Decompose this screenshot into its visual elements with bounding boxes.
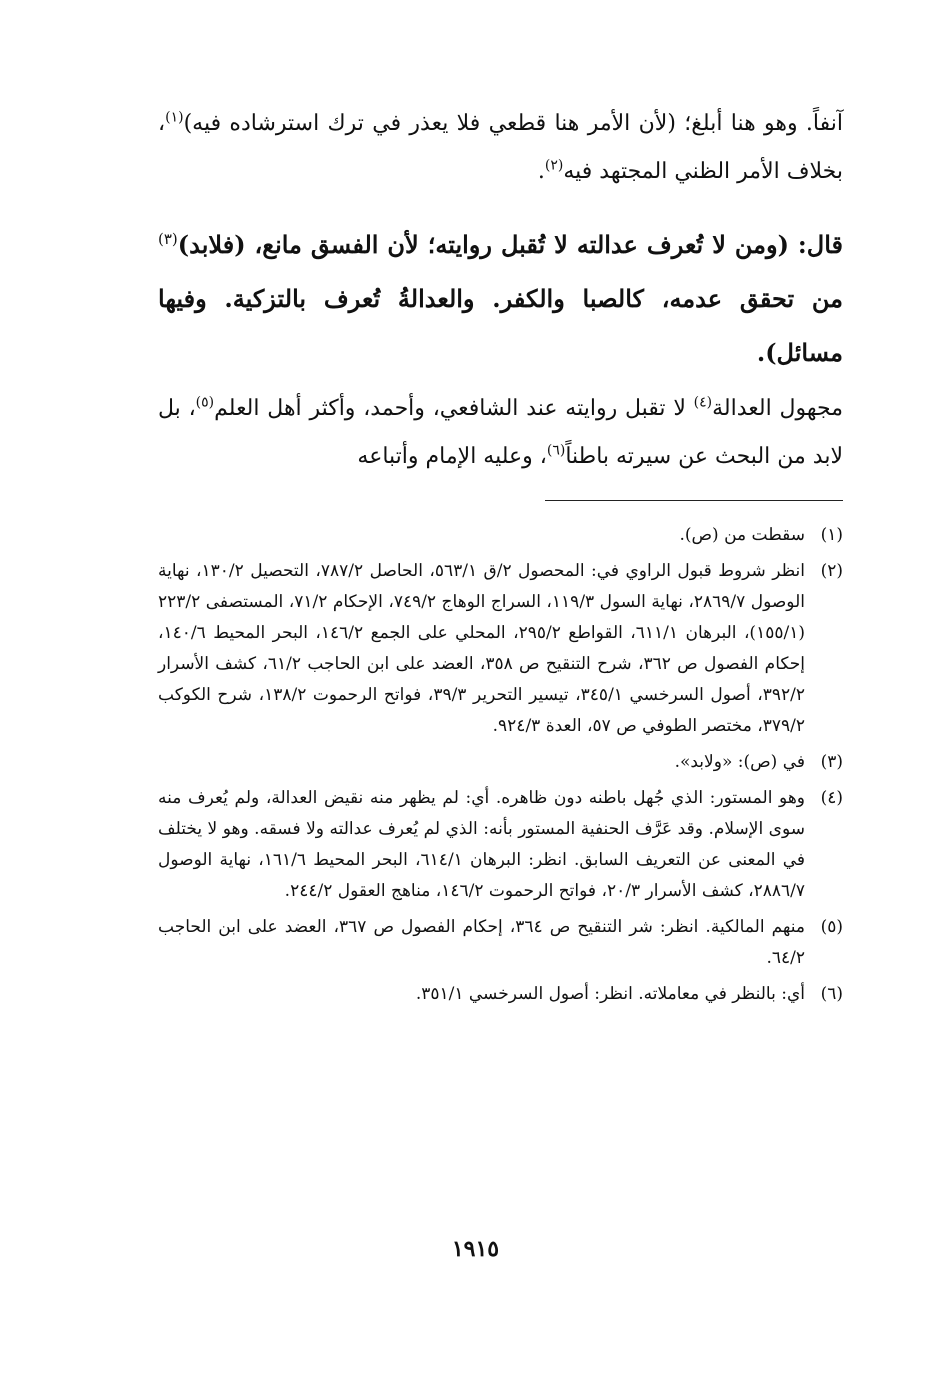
footnote-number: (٥)	[820, 917, 843, 937]
footnote-item	[158, 556, 843, 742]
paragraph-text: ، بل لابد من البحث عن سيرته باطناً	[158, 396, 843, 469]
page-number: ١٩١٥	[451, 1236, 500, 1262]
footnote-marker-3[interactable]: (٣)	[158, 230, 178, 248]
footnote-text: أي: بالنظر في معاملاته. انظر: أصول السرخسي ٣٥١/١.	[415, 984, 805, 1004]
paragraph-text: لا تقبل روايته عند الشافعي، وأحمد، وأكثر أهل العلم	[214, 396, 694, 421]
footnote-marker-6[interactable]: (٦)	[546, 442, 566, 459]
quoted-text-paragraph	[158, 218, 843, 380]
footnote-item	[158, 747, 843, 778]
footnote-separator	[545, 500, 843, 501]
footnote-number: (٦)	[820, 984, 843, 1004]
footnote-number: (٣)	[820, 752, 843, 772]
footnote-text: منهم المالكية. انظر: شر التنقيح ص ٣٦٤، إحكام الفصول ص ٣٦٧، العضد على ابن الحاجب ٦٤/٢.	[158, 917, 805, 968]
quote-text: من تحقق عدمه، كالصبا والكفر. والعدالةُ تُعرف بالتزكية. وفيها مسائل).	[158, 284, 843, 367]
footnote-item	[158, 912, 843, 974]
footnotes-section	[158, 520, 843, 1015]
footnote-number: (١)	[820, 525, 843, 545]
paragraph-text: .	[537, 159, 545, 184]
footnote-item	[158, 783, 843, 907]
footnote-marker-2[interactable]: (٢)	[544, 157, 564, 174]
paragraph-text: مجهول العدالة	[712, 396, 843, 421]
footnote-marker-1[interactable]: (١)	[165, 109, 184, 126]
footnote-item	[158, 979, 843, 1010]
footnote-marker-5[interactable]: (٥)	[195, 394, 215, 411]
footnote-text: في (ص): «ولابد».	[674, 752, 805, 772]
paragraph-text: ، وعليه الإمام وأتباعه	[357, 444, 547, 469]
footnote-number: (٢)	[820, 561, 843, 581]
paragraph-text: آنفاً. وهو هنا أبلغ؛ (لأن الأمر هنا قطعي فلا يعذر في ترك استرشاده فيه)	[183, 111, 843, 136]
footnote-marker-4[interactable]: (٤)	[693, 394, 713, 411]
footnote-number: (٤)	[820, 788, 843, 808]
quote-text: قال: (ومن لا تُعرف عدالته لا تُقبل روايته؛ لأن الفسق مانع، (فلابد)	[177, 230, 843, 259]
footnote-text: وهو المستور: الذي جُهل باطنه دون ظاهره. أي: لم يظهر منه نقيض العدالة، ولم يُعرف منه سوى الإسلام. وقد عَرَّف الحنفية المستور بأنه: الذي لم يُعرف عدالته ولا فسقه. وهو لا يختلف في المعنى عن التعريف السابق. انظر: البرهان ٦١٤/١، البحر المحيط ١٦١/٦، نهاية الوصول ٢٨٨٦/٧، كشف الأسرار ٢٠/٣، فواتح الرحموت ١٤٦/٢، مناهج العقول ٢٤٤/٢.	[158, 788, 805, 901]
footnote-text: انظر شروط قبول الراوي في: المحصول ٢/ق ٥٦٣/١، الحاصل ٧٨٧/٢، التحصيل ١٣٠/٢، نهاية الوصول ٢٨٦٩/٧، نهاية السول ١١٩/٣، السراج الوهاج ٧٤٩/٢، الإحكام ٧١/٢، المستصفى ٢٢٣/٢ (١٥٥/١)، البرهان ٦١١/١، القواطع ٢٩٥/٢، المحلي على الجمع ١٤٦/٢، البحر المحيط ١٤٠/٦، إحكام الفصول ص ٣٦٢، شرح التنقيح ص ٣٥٨، العضد على ابن الحاجب ٦١/٢، كشف الأسرار ٣٩٢/٢، أصول السرخسي ٣٤٥/١، تيسير التحرير ٣٩/٣، فواتح الرحموت ١٣٨/٢، شرح الكوكب ٣٧٩/٢، مختصر الطوفي ص ٥٧، العدة ٩٢٤/٣.	[158, 561, 805, 736]
body-paragraph-2	[158, 385, 843, 481]
paragraph-text: ، بخلاف الأمر الظني المجتهد فيه	[158, 111, 843, 184]
footnote-item	[158, 520, 843, 551]
footnote-text: سقطت من (ص).	[679, 525, 805, 545]
body-paragraph-1	[158, 100, 843, 196]
